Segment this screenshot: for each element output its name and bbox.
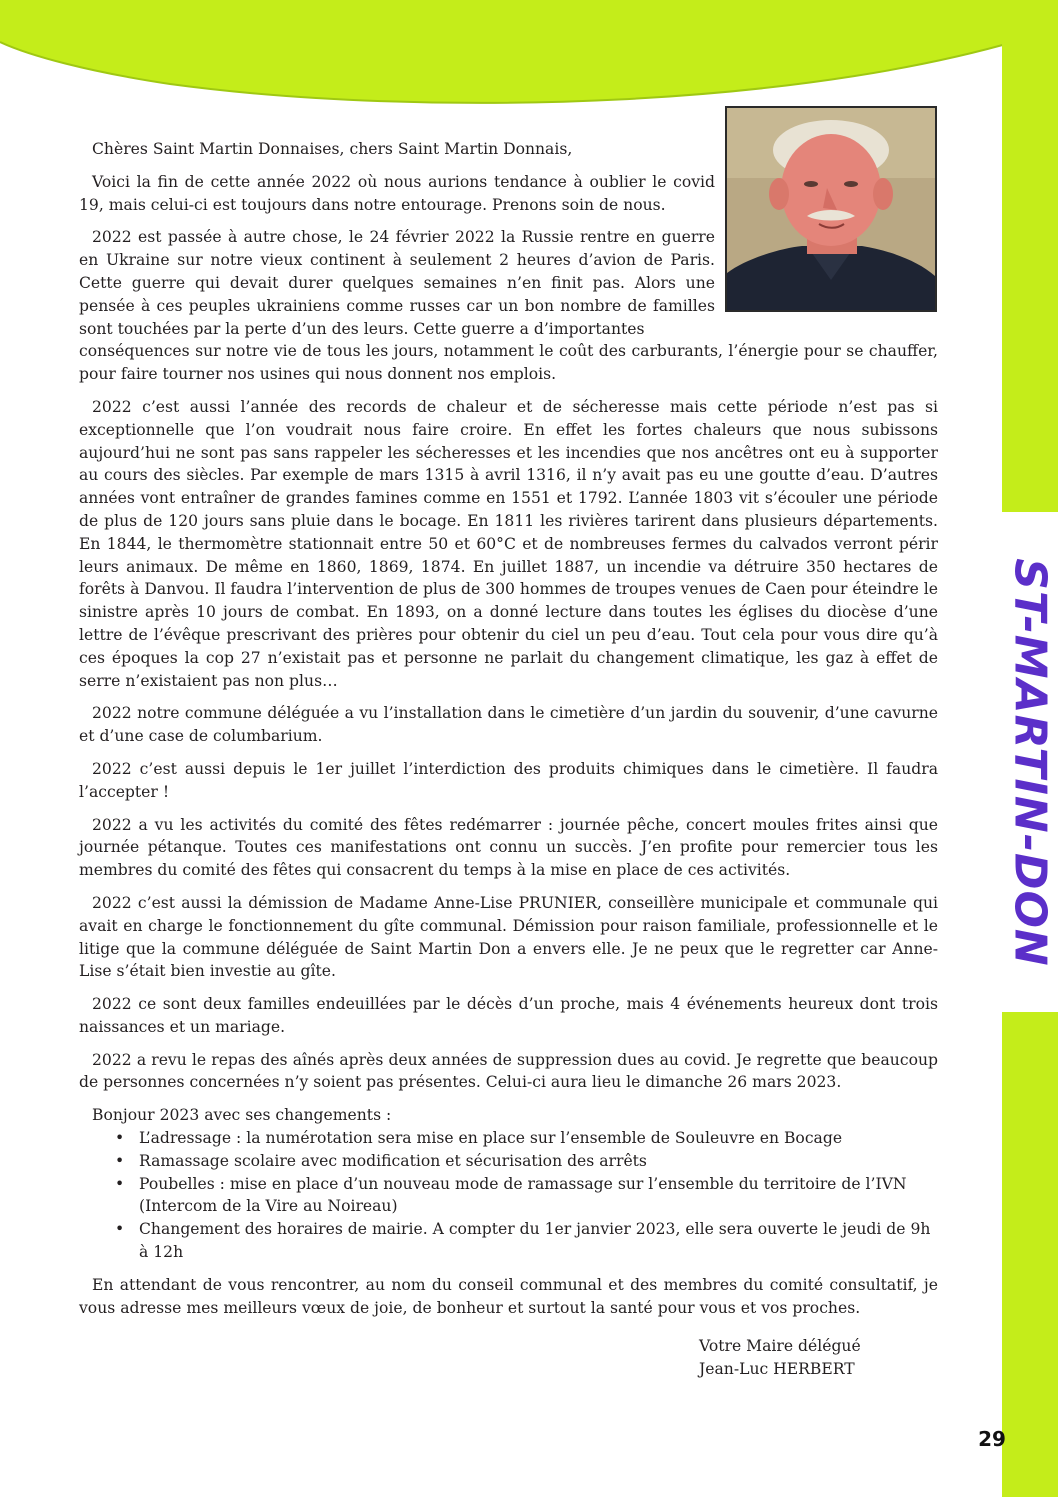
list-item: • Poubelles : mise en place d’un nouveau mode de ramassage sur l’ensemble du territoire de l’IVN (Intercom de la Vire au Noireau) — [115, 1174, 907, 1216]
bullet-icon: • — [115, 1151, 125, 1170]
side-bar-bottom — [1002, 1012, 1058, 1497]
bullet-icon: • — [115, 1220, 125, 1239]
paragraph-resignation: 2022 c’est aussi la démission de Madame Anne-Lise PRUNIER, conseillère municipale et communale qui avait en charge le fonctionnement du gîte communal. Démission pour raison familiale, professionnelle et le litige que la commune déléguée de Saint Martin Don a envers elle. Je ne peux que le regretter car Anne-Lise s’était bien investie au gîte. — [79, 893, 938, 981]
bullet-icon: • — [115, 1129, 125, 1148]
paragraph-elders-meal: 2022 a revu le repas des aînés après deux années de suppression dues au covid. Je regrette que beaucoup de personnes concernées n’y soient pas présentes. Celui-ci aura lieu le dimanche 26 mars 2023. — [79, 1050, 938, 1092]
paragraph-covid: Voici la fin de cette année 2022 où nous aurions tendance à oublier le covid 19, mais celui-ci est toujours dans notre entourage. Prenons soin de nous. — [79, 172, 715, 214]
paragraph-war-rest: conséquences sur notre vie de tous les jours, notamment le coût des carburants, l’énergie pour se chauffer, pour faire tourner nos usines qui nous donnent nos emplois. — [79, 342, 938, 384]
page-number: 29 — [978, 1427, 1006, 1451]
paragraph-war — [79, 226, 938, 386]
paragraph-chemicals: 2022 c’est aussi depuis le 1er juillet l’interdiction des produits chimiques dans le cimetière. Il faudra l’accepter ! — [79, 759, 938, 801]
list-item: • Changement des horaires de mairie. A compter du 1er janvier 2023, elle sera ouverte le jeudi de 9h à 12h — [115, 1220, 931, 1262]
signature-name: Jean-Luc HERBERT — [699, 1360, 855, 1379]
changes-list — [79, 1127, 938, 1264]
side-title — [1002, 512, 1058, 1012]
list-item: • L’adressage : la numérotation sera mise en place sur l’ensemble de Souleuvre en Bocage — [115, 1127, 938, 1150]
list-item: • Ramassage scolaire avec modification et sécurisation des arrêts — [115, 1150, 938, 1173]
paragraph-war-intro: 2022 est passée à autre chose, le 24 février 2022 la Russie rentre en guerre en Ukraine sur notre vieux continent à seulement 2 heures d’avion de Paris. Cette guerre qui devait durer quelques semaines n’en finit pas. Alors une pensée à ces peuples ukrainiens comme russes car un bon nombre de familles sont touchées par la perte d’un des leurs. Cette guerre a d’importantes — [79, 228, 715, 338]
side-bar-top — [1002, 0, 1058, 512]
paragraph-festivities: 2022 a vu les activités du comité des fêtes redémarrer : journée pêche, concert moules frites ainsi que journée pétanque. Toutes ces manifestations ont connu un succès. J’en profite pour remercier tous les membres du comité des fêtes qui consacrent du temps à la mise en place de ces activités. — [79, 815, 938, 880]
bullet-icon: • — [115, 1174, 125, 1193]
letter-body — [79, 138, 938, 1381]
header-banner — [0, 0, 1058, 112]
paragraph-heat: 2022 c’est aussi l’année des records de chaleur et de sécheresse mais cette période n’est pas si exceptionnelle que l’on voudrait nous faire croire. En effet les fortes chaleurs que nous subissons aujourd’hui ne sont pas sans rappeler les sécheresses et les incendies que nos ancêtres ont eu à supporter au cours des siècles. Par exemple de mars 1315 à avril 1316, il n’y avait pas eu une goutte d’eau. D’autres années vont entraîner de grandes famines comme en 1551 et 1792. L’année 1803 vit s’écouler une période de plus de 120 jours sans pluie dans le bocage. En 1811 les rivières tarirent dans plusieurs départements. En 1844, le thermomètre stationnait entre 50 et 60°C et de nombreuses fermes du calvados verront périr leurs animaux. De même en 1860, 1869, 1874. En juillet 1887, un incendie va détruire 350 hectares de forêts à Danvou. Il faudra l’intervention de plus de 300 hommes de troupes venues de Caen pour éteindre le sinistre après 10 jours de combat. En 1893, on a donné lecture dans toutes les églises du diocèse d’une lettre de l’évêque prescrivant des prières pour obtenir du ciel un peu d’eau. Tout cela pour vous dire qu’à ces époques la cop 27 n’existait pas et personne ne parlait du changement climatique, les gaz à effet de serre n’existaient pas non plus… — [79, 397, 938, 690]
signature-role: Votre Maire délégué — [699, 1337, 861, 1356]
salutation: Chères Saint Martin Donnaises, chers Saint Martin Donnais, — [92, 140, 573, 158]
paragraph-cemetery: 2022 notre commune déléguée a vu l’installation dans le cimetière d’un jardin du souvenir, d’une cavurne et d’une case de columbarium. — [79, 704, 938, 746]
changes-intro: Bonjour 2023 avec ses changements : — [92, 1106, 392, 1125]
paragraph-closing: En attendant de vous rencontrer, au nom du conseil communal et des membres du comité consultatif, je vous adresse mes meilleurs vœux de joie, de bonheur et surtout la santé pour vous et vos proches. — [79, 1275, 938, 1317]
side-title-text: ST-MARTIN-DON — [1004, 557, 1056, 967]
signature — [699, 1335, 938, 1381]
paragraph-families: 2022 ce sont deux familles endeuillées par le décès d’un proche, mais 4 événements heureux dont trois naissances et un mariage. — [79, 995, 938, 1036]
